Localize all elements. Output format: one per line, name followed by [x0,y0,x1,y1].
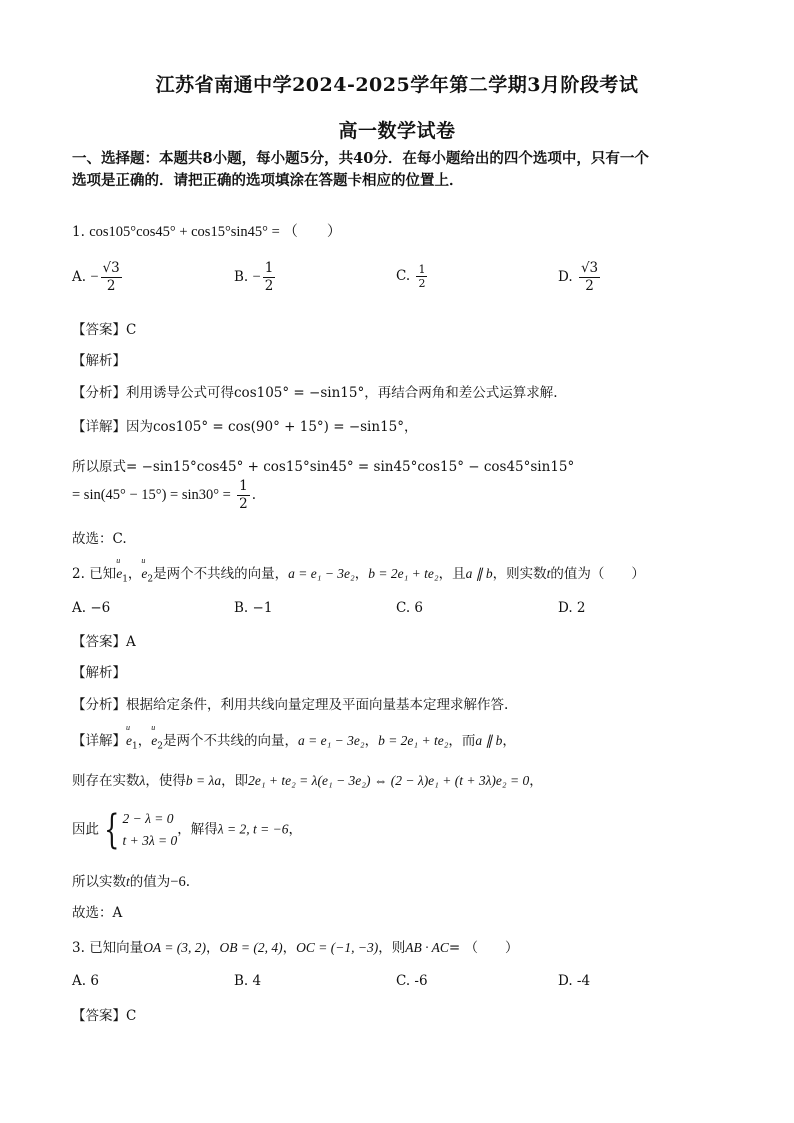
q1-option-a-label: A. [72,269,87,285]
q1-option-c-num: 1 [418,263,426,276]
q2-analysis: 【分析】根据给定条件，利用共线向量定理及平面向量基本定理求解作答. [72,697,509,713]
q2-detail-eq-b: b = 2e₁ + te₂ [378,733,449,748]
q2-stem-c: ，且 [438,566,466,582]
q3-option-d: D. -4 [558,973,591,989]
q2-stem-a: 已知 [89,566,117,582]
q2-detail-parallel: a ∥ b [475,733,503,748]
q2-detail-4-b: 的值为 [129,874,171,890]
q2-system-eq2: t + 3λ = 0 [122,833,178,848]
q2-detail-4-t: t [126,874,130,889]
q1-option-a-sign: − [90,269,99,285]
q2-detail-e1: u e [126,733,132,749]
q3-answer: 【答案】C [72,1008,137,1024]
q3-option-a: A. 6 [72,973,99,989]
q1-detail-3 [72,478,256,513]
section-heading-line2: 选项是正确的．请把正确的选项填涂在答题卡相应的位置上． [72,172,464,189]
q1-detail-3-den: 2 [239,496,248,512]
q1-detail-3-num: 1 [239,478,248,494]
q2-detail-4-val: −6 [170,874,186,890]
q1-detail-3-fraction [237,478,250,513]
q2-detail-2-c: ，即 [221,773,249,789]
q1-stem [72,220,341,241]
q2-detail-eq-a: a = e₁ − 3e₂ [297,733,365,748]
q1-option-a-fraction [101,260,122,295]
q3-stem-b: ，则 [378,940,406,956]
q2-stem: 2. 已知u $e_1$，u $e_2$是两个不共线的向量，a = e₁ − 3e₂，b = 2e₁ + te₂，且a ∥ b，则实数t的值为（ ） [72,562,645,585]
q1-option-b-sign: − [252,269,261,285]
q2-detail-2-b: ，使得 [145,773,186,789]
q3-vector-oa: OA = (3, 2) [143,940,207,955]
q1-option-d-den: 2 [585,278,594,294]
q2-detail-1-b: 是两个不共线的向量， [162,733,298,749]
q1-choice: 故选：C. [72,531,127,547]
q1-detail-2: 所以原式= −sin15°cos45° + cos15°sin45° = sin45°cos15° − cos45°sin15° [72,459,575,475]
q2-detail-1: 【详解】u $e_1$，u $e_2$是两个不共线的向量，a = e₁ − 3e₂，b = 2e₁ + te₂，而a ∥ b， [72,729,516,752]
q2-answer: 【答案】A [72,634,136,650]
q2-parallel: a ∥ b [465,566,493,581]
q2-eq-a: a = e₁ − 3e₂ [288,566,355,581]
q2-detail-3: 因此 { 2 − λ = 0 t + 3λ = 0 ，解得λ = 2, t = −6， [72,807,302,853]
q2-detail-2-eq1: b = λa [185,773,222,788]
q1-option-b-den: 2 [264,278,274,294]
q2-detail-2-a: 则存在实数 [72,773,140,789]
q2-option-b: B. −1 [234,600,273,616]
q2-stem-e: 的值为（ ） [550,566,645,582]
q3-stem-c: = （ ） [448,940,519,956]
q1-option-b-label: B. [234,269,249,285]
q1-option-d-num: √3 [580,260,599,276]
q2-detail-4: 所以实数t的值为−6. [72,874,190,890]
q2-number: 2. [72,566,85,582]
q2-e1: u e [116,566,122,582]
q2-detail-1-c: ，而 [448,733,476,749]
q3-vector-oc: OC = (−1, −3) [296,940,379,955]
q1-option-a-num: √3 [102,260,120,276]
q1-number: 1. [72,224,85,240]
q2-lambda: λ [139,773,146,788]
q1-option-d-label: D. [558,269,573,285]
q1-analysis: 【分析】利用诱导公式可得cos105° = −sin15°，再结合两角和差公式运算求解. [72,385,558,401]
q3-option-b: B. 4 [234,973,262,989]
q1-option-d [558,260,602,295]
q1-analysis-title: 【解析】 [72,353,126,369]
q2-stem-d: ，则实数 [492,566,547,582]
q3-dot-product: AB · AC [405,940,449,955]
q1-option-b [234,260,277,295]
q1-option-d-fraction [579,260,600,295]
q2-t: t [546,566,551,581]
q2-system-eq1: 2 − λ = 0 [122,811,174,826]
q2-option-d: D. 2 [558,600,586,616]
q2-analysis-title: 【解析】 [72,665,126,681]
q1-option-b-num: 1 [264,260,274,276]
q1-detail-1: 【详解】因为cos105° = cos(90° + 15°) = −sin15°， [72,419,418,435]
q1-option-b-fraction [263,260,276,295]
q1-option-a [72,260,124,295]
section-heading [72,148,732,192]
q2-stem-b: 是两个不共线的向量， [153,566,289,582]
q2-eq-b: b = 2e₁ + te₂ [368,566,439,581]
q1-answer: 【答案】C [72,322,137,338]
q3-vector-ob: OB = (2, 4) [219,940,283,955]
section-heading-line1: 一、选择题：本题共8小题，每小题5分，共40分．在每小题给出的四个选项中，只有一个 [72,150,649,167]
q2-detail-1-a: 【详解】 [72,733,126,749]
q1-detail-3-expr: = sin(45° − 15°) = sin30° = [72,487,231,503]
q3-number: 3. [72,940,85,956]
q1-option-c-label: C. [396,268,411,284]
q2-detail-4-a: 所以实数 [72,874,126,890]
q2-choice: 故选：A [72,905,123,921]
q2-option-a: A. −6 [72,600,111,616]
exam-title: 江苏省南通中学2024-2025学年第二学期3月阶段考试 [155,74,639,96]
q1-detail-3-post: . [251,487,257,503]
q2-system [122,808,177,852]
q2-detail-3-eq: λ = 2, t = −6 [217,821,289,837]
q2-detail-3-b: ，解得 [177,821,218,838]
q2-detail-2: 则存在实数λ，使得b = λa，即2e₁ + te₂ = λ(e₁ − 3e₂) ⇔ (2 − λ)e₁ + (t + 3λ)e₂ = 0， [72,773,543,789]
q3-stem-a: 已知向量 [89,940,144,956]
q1-option-c-fraction [416,263,427,290]
q2-detail-2-eq2: 2e₁ + te₂ = λ(e₁ − 3e₂) ⇔ (2 − λ)e₁ + (t + 3λ)e₂ = 0 [248,773,530,788]
q2-option-c: C. 6 [396,600,424,616]
q3-option-c: C. -6 [396,973,428,989]
exam-subtitle: 高一数学试卷 [338,120,456,142]
q1-option-c-den: 2 [418,277,426,290]
q1-option-c [396,263,429,290]
q2-system-brace: { [104,807,120,853]
q3-stem: 3. 已知向量OA = (3, 2)，OB = (2, 4)，OC = (−1, −3)，则AB · AC= （ ） [72,940,519,956]
q2-e2: u e [141,566,147,582]
q2-detail-e2: u e [151,733,157,749]
q1-stem-text: cos105°cos45° + cos15°sin45° = （ ） [89,224,342,240]
q1-option-a-den: 2 [106,278,116,294]
q2-detail-3-a: 因此 [72,821,99,838]
